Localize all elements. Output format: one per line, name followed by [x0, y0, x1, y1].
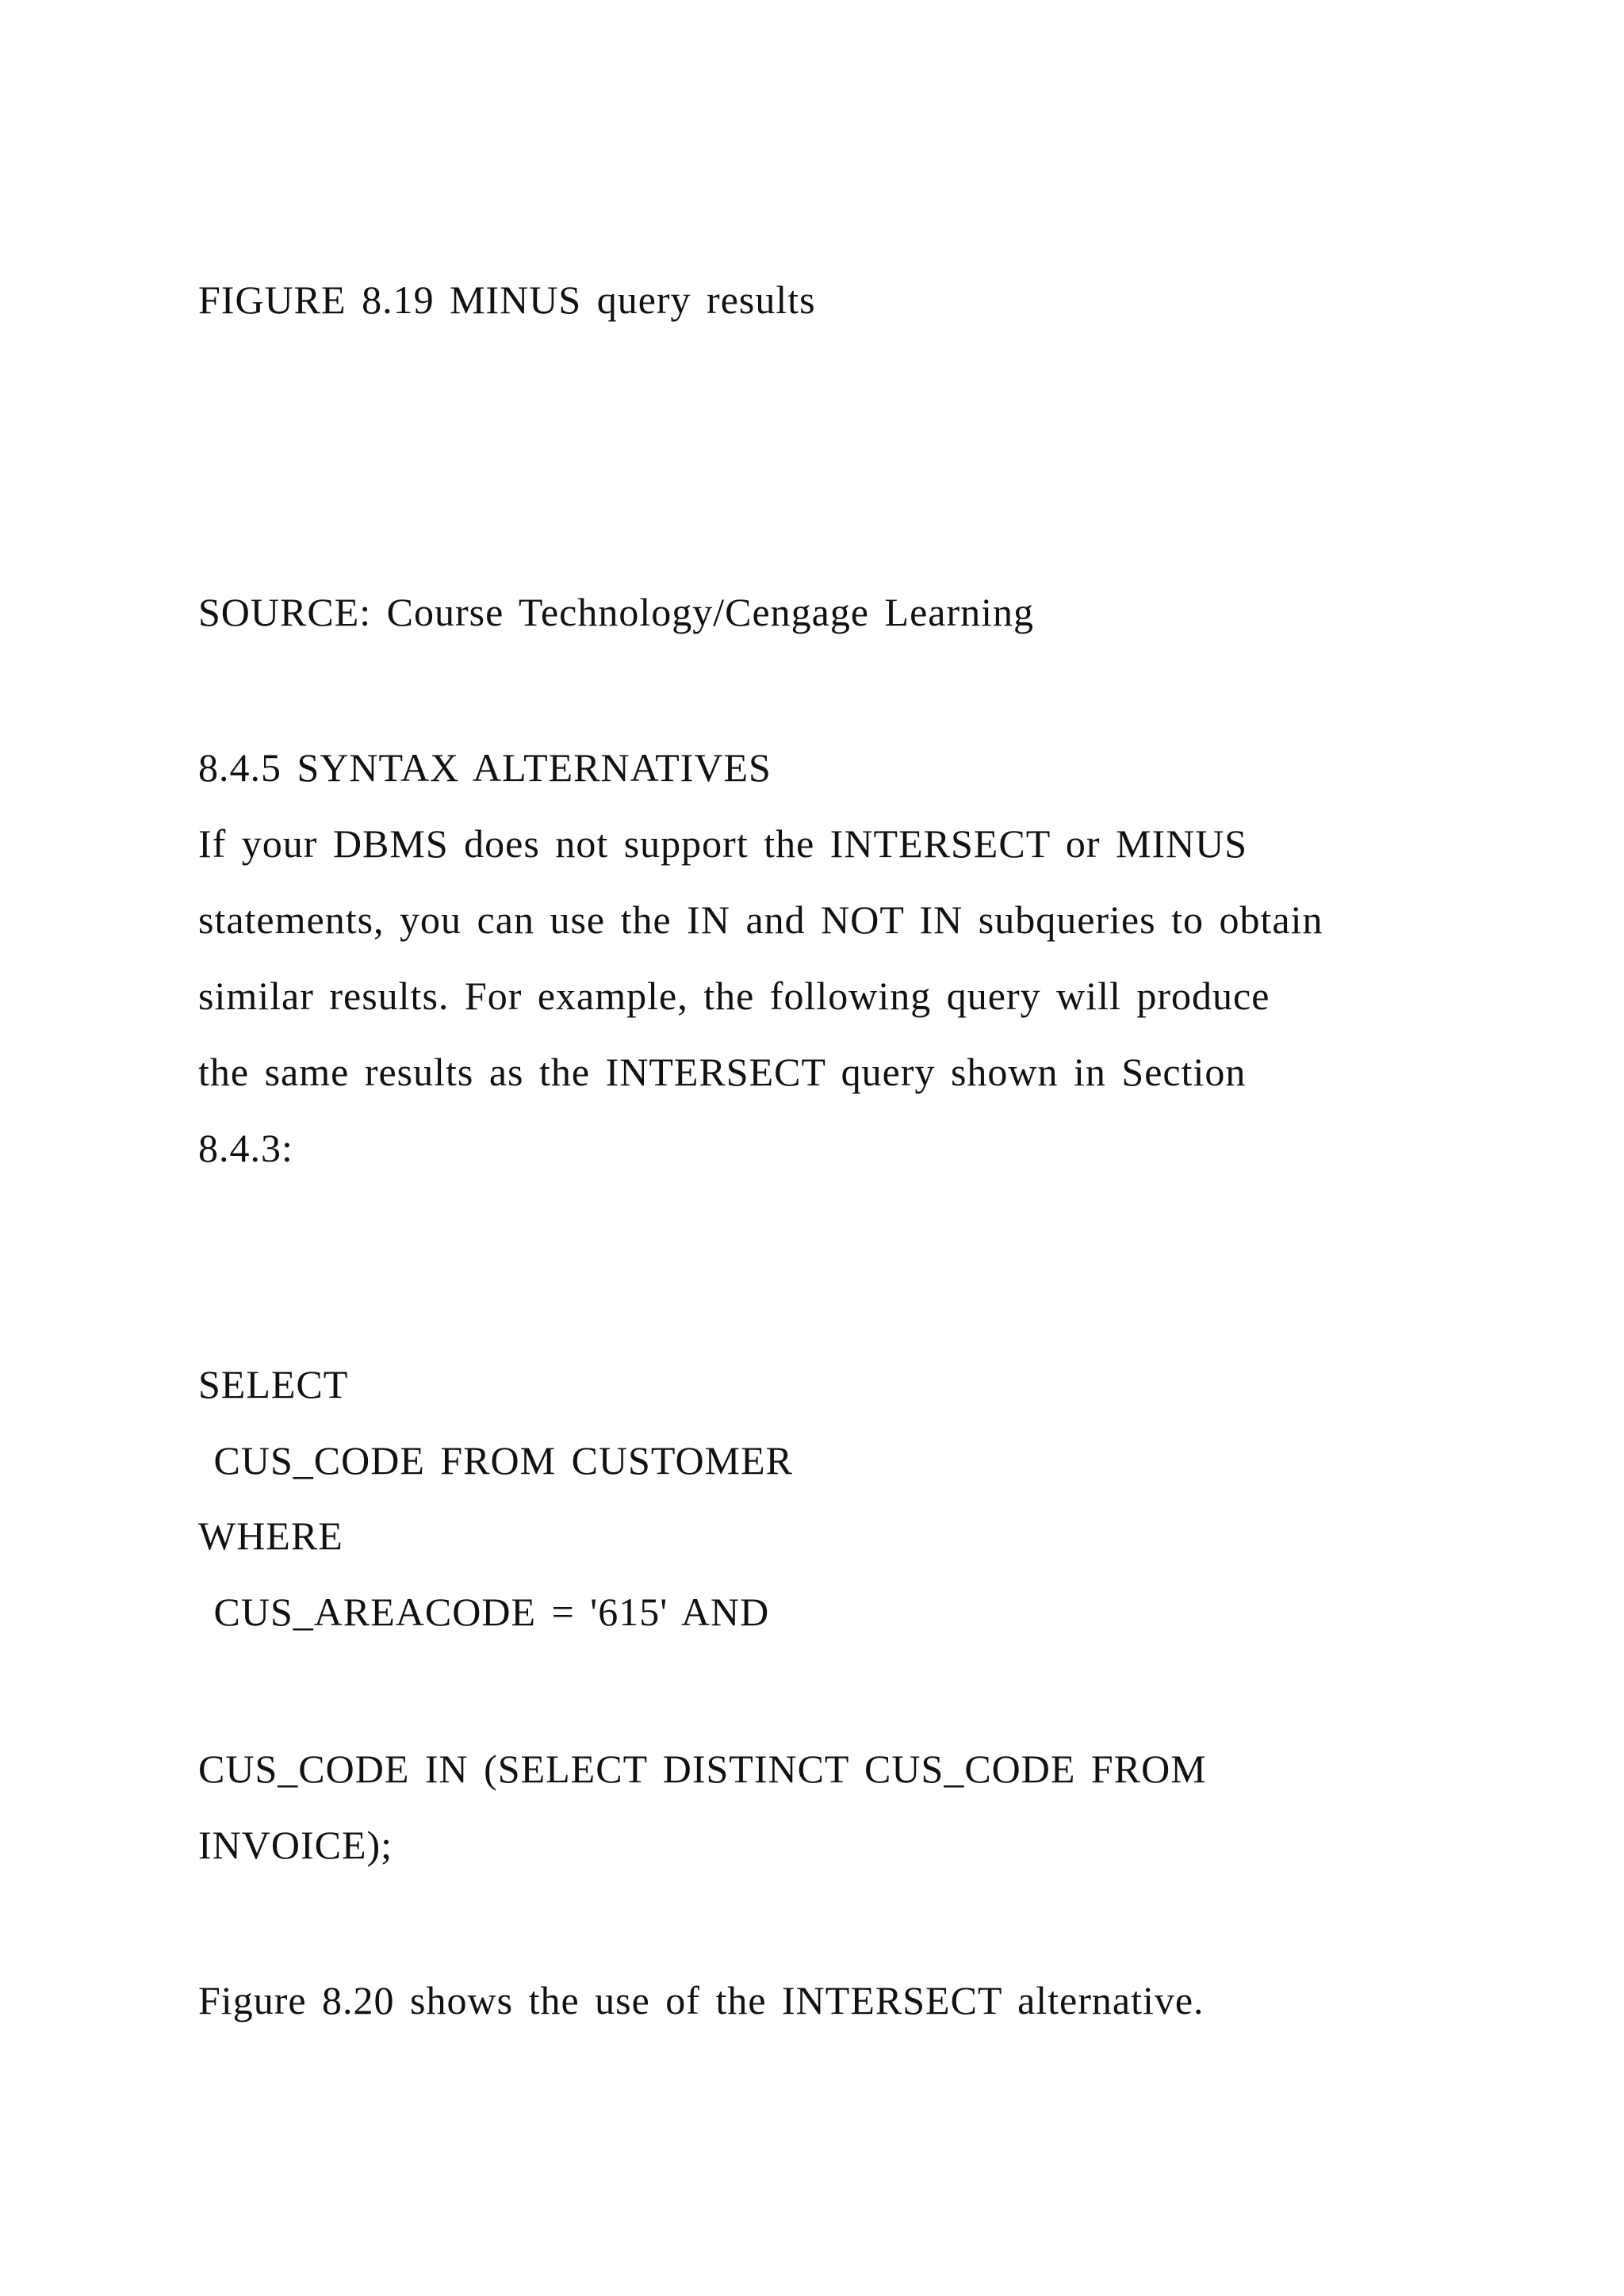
- figure-caption: FIGURE 8.19 MINUS query results: [198, 277, 816, 322]
- code-line: INVOICE);: [198, 1823, 393, 1867]
- paragraph-line: statements, you can use the IN and NOT IN subqueries to obtain: [198, 897, 1323, 942]
- paragraph-line: the same results as the INTERSECT query shown in Section: [198, 1050, 1247, 1094]
- closing-text: Figure 8.20 shows the use of the INTERSECT alternative.: [198, 1978, 1205, 2022]
- code-line: CUS_CODE IN (SELECT DISTINCT CUS_CODE FROM: [198, 1747, 1207, 1791]
- paragraph-line: If your DBMS does not support the INTERSECT or MINUS: [198, 821, 1248, 866]
- paragraph-line: 8.4.3:: [198, 1126, 293, 1170]
- code-line: SELECT: [198, 1362, 349, 1406]
- section-heading: 8.4.5 SYNTAX ALTERNATIVES: [198, 745, 772, 790]
- code-line: CUS_CODE FROM CUSTOMER: [198, 1438, 793, 1483]
- source-credit: SOURCE: Course Technology/Cengage Learning: [198, 590, 1035, 634]
- paragraph-line: similar results. For example, the following query will produce: [198, 974, 1270, 1018]
- code-line: CUS_AREACODE = '615' AND: [198, 1590, 770, 1634]
- code-line: WHERE: [198, 1513, 343, 1558]
